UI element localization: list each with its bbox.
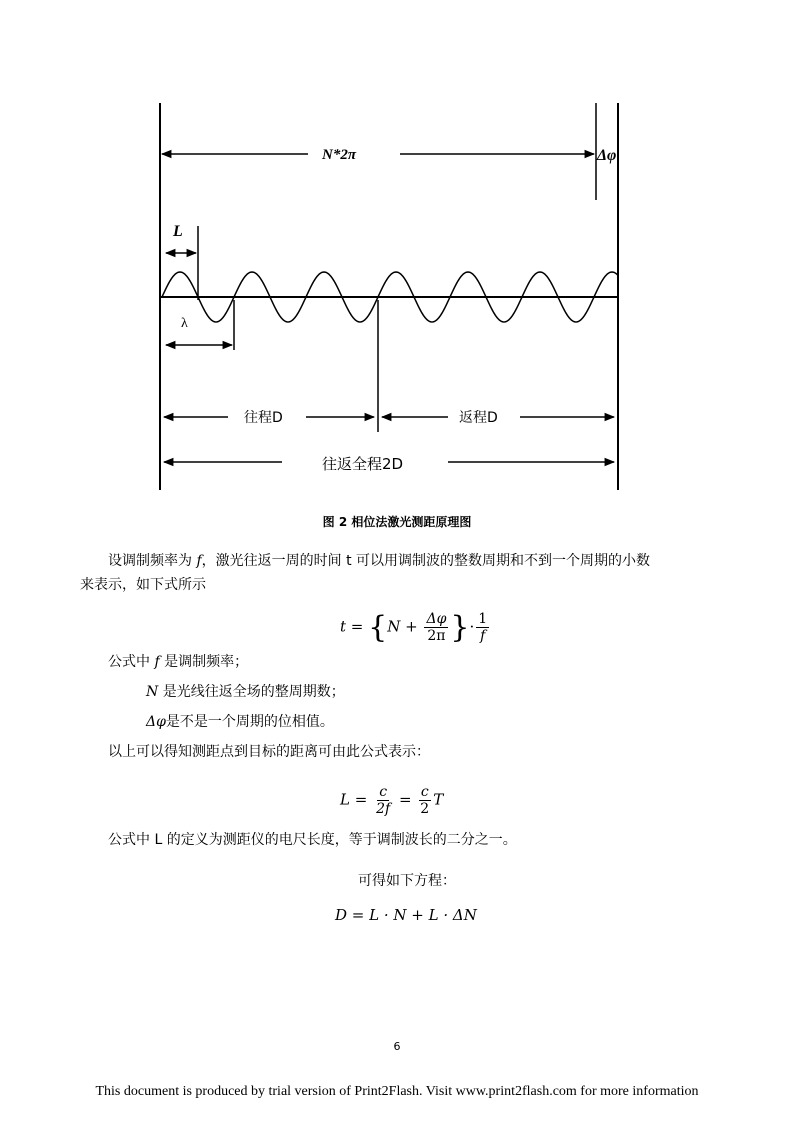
def-f-symbol: f — [154, 654, 160, 670]
formula2-eq1: = — [349, 790, 373, 809]
frac2-num2: c — [420, 784, 429, 800]
paragraph-intro — [80, 549, 720, 597]
intro-text-a: 设调制频率为 — [108, 553, 197, 569]
trial-footer: This document is produced by trial version of Print2Flash. Visit www.print2flash.com for more information — [95, 1084, 699, 1099]
formula-D: D = L · N + L · ΔN — [335, 906, 477, 924]
lambda-label: λ — [181, 316, 188, 331]
L-label: L — [173, 223, 183, 240]
def-line-dphi — [108, 710, 708, 740]
fraction-1-f — [476, 611, 489, 644]
para-L-definition: 公式中 L 的定义为测距仪的电尺长度，等于调制波长的二分之一。 — [108, 832, 517, 848]
para-distance-intro: 以上可以得知测距点到目标的距离可由此公式表示： — [108, 744, 430, 760]
def-N-text: 是光线往返全场的整周期数； — [158, 684, 345, 700]
frac2-den2: 2 — [420, 801, 430, 817]
def-f-text: 是调制频率； — [159, 654, 249, 670]
fraction-dphi-2pi — [424, 611, 448, 644]
intro-f-symbol: f — [196, 553, 202, 569]
frac2-den1: 2f — [376, 801, 391, 817]
frac-one: 1 — [478, 611, 488, 627]
n2pi-label: N*2π — [322, 147, 357, 163]
formula-t: t — [340, 617, 347, 636]
frac2-num1: c — [379, 784, 388, 800]
def-N-symbol: N — [146, 684, 159, 700]
formula-time — [340, 610, 491, 645]
return-label: 返程D — [459, 410, 498, 426]
def-line-f — [108, 650, 708, 680]
page-number: 6 — [393, 1040, 401, 1053]
fraction-c-2 — [418, 784, 431, 817]
def-f-prefix: 公式中 — [108, 654, 155, 670]
fraction-c-2f — [374, 784, 392, 817]
forward-label: 往程D — [244, 410, 283, 426]
total-label: 往返全程2D — [322, 455, 404, 473]
left-brace: { — [368, 610, 388, 645]
formula2-eq2: = — [394, 790, 417, 809]
right-brace: } — [450, 610, 470, 645]
def-dphi-symbol: Δφ — [146, 714, 166, 730]
def-dphi-text: 是不是一个周期的位相值。 — [165, 714, 334, 730]
phase-ranging-diagram — [0, 0, 794, 500]
definitions-block — [108, 650, 708, 770]
frac-den: 2π — [427, 628, 446, 644]
frac-f: f — [480, 628, 486, 644]
formula-plus: + — [400, 617, 423, 636]
para-equation-intro: 可得如下方程： — [358, 873, 456, 889]
figure-caption: 图 2 相位法激光测距原理图 — [322, 515, 472, 529]
dphi-label: Δφ — [597, 147, 617, 164]
formula-distance — [340, 784, 443, 817]
formula-dot: · — [469, 617, 475, 636]
formula-eq: = — [346, 617, 369, 636]
frac-num: Δφ — [426, 611, 447, 627]
formula-N: N — [387, 617, 401, 636]
formula2-L: L — [340, 790, 350, 809]
def-line-N — [108, 680, 708, 710]
intro-text-line2: 来表示，如下式所示 — [80, 577, 206, 593]
intro-text-b: ，激光往返一周的时间 t 可以用调制波的整数周期和不到一个周期的小数 — [201, 553, 651, 569]
formula2-T: T — [433, 790, 444, 809]
